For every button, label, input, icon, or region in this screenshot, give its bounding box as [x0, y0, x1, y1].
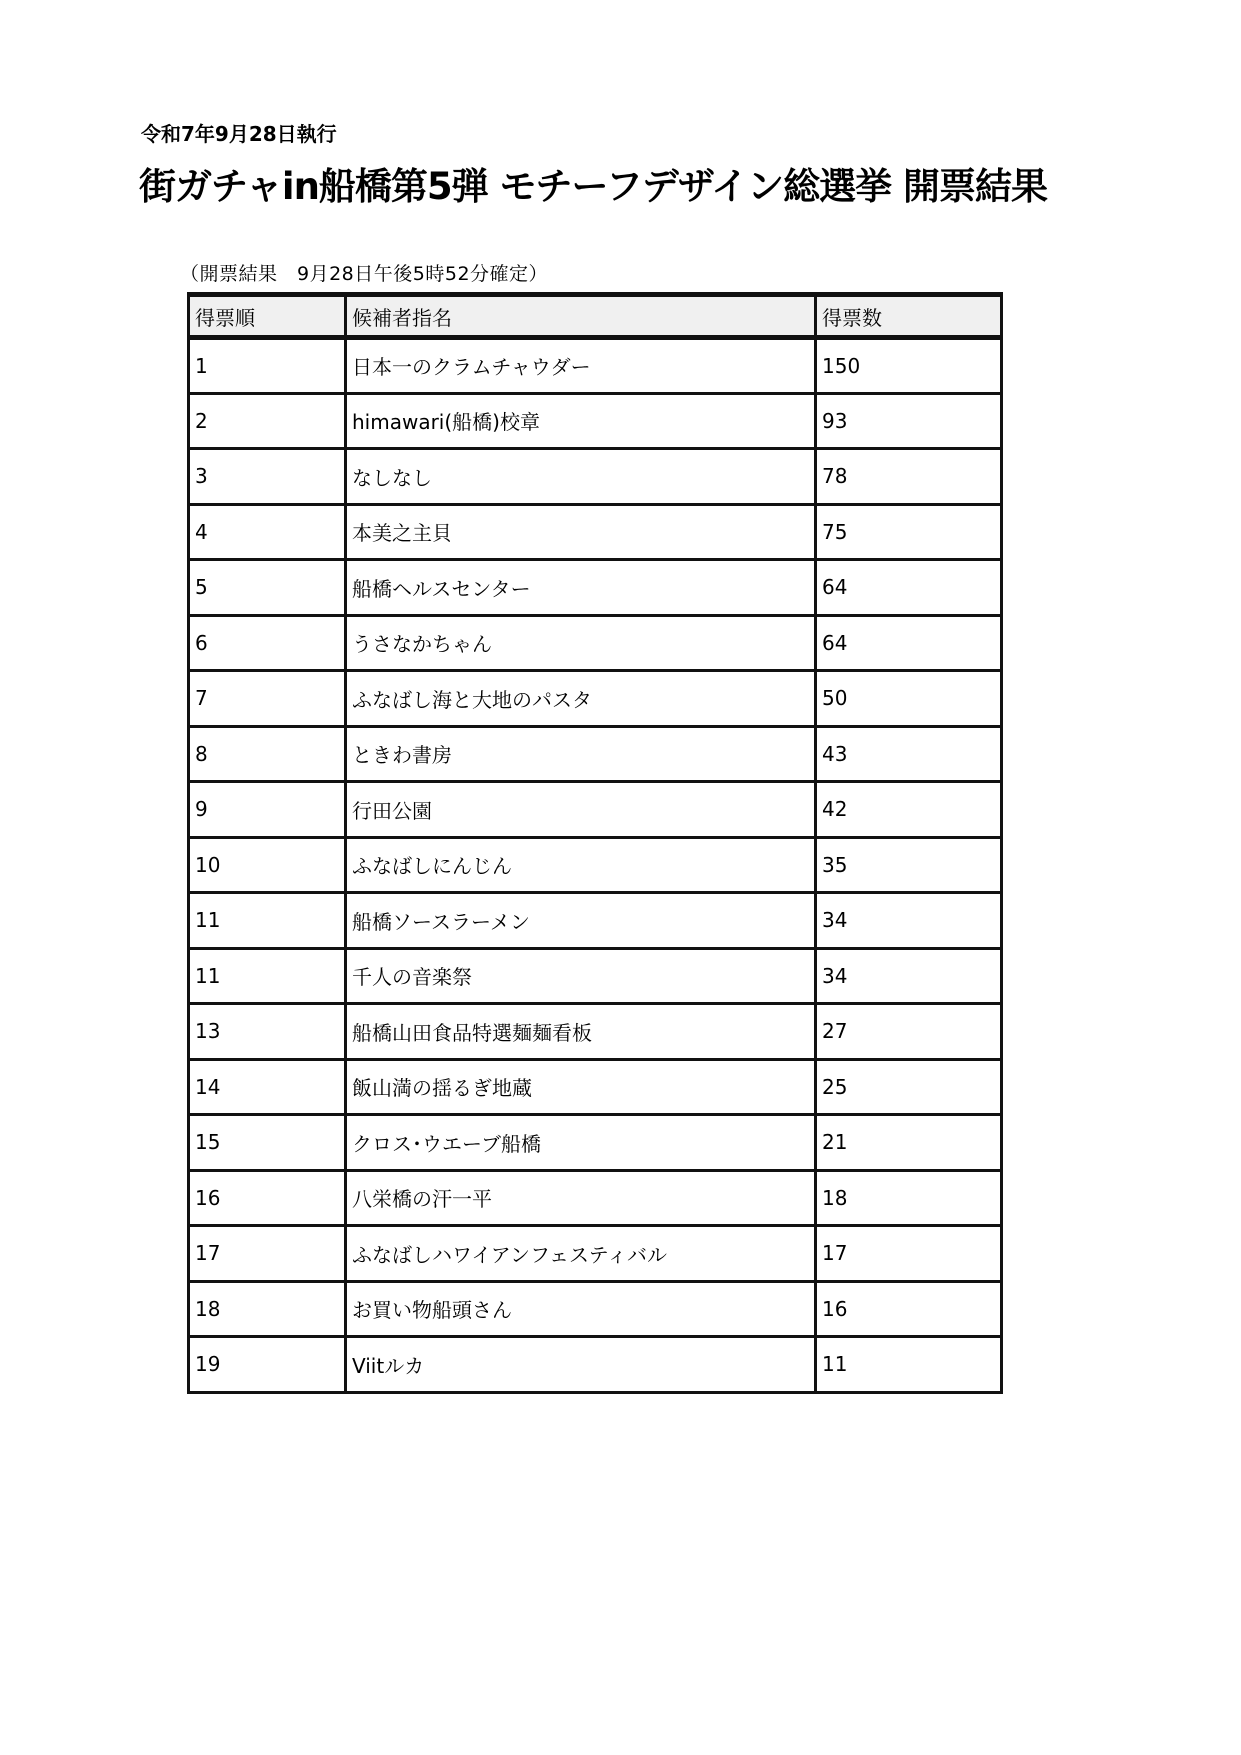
- results-confirmed-note: （開票結果 9月28日午後5時52分確定）: [180, 263, 549, 285]
- table-row: [189, 726, 1002, 782]
- rank-cell: 9: [189, 782, 346, 838]
- header-rank: 得票順: [189, 295, 346, 338]
- table-row: [189, 1170, 1002, 1226]
- votes-cell: 17: [816, 1226, 1002, 1282]
- candidate-name-cell: 船橋ソースラーメン: [346, 893, 816, 949]
- rank-cell: 2: [189, 393, 346, 449]
- votes-cell: 75: [816, 504, 1002, 560]
- candidate-name-cell: クロス･ウエーブ船橋: [346, 1115, 816, 1171]
- candidate-name-cell: ふなばしにんじん: [346, 837, 816, 893]
- table-header-row: [189, 295, 1002, 338]
- table-row: [189, 338, 1002, 394]
- candidate-name-cell: 船橋ヘルスセンター: [346, 560, 816, 616]
- votes-cell: 16: [816, 1281, 1002, 1337]
- candidate-name-cell: ふなばし海と大地のパスタ: [346, 671, 816, 727]
- candidate-name-cell: Viitルカ: [346, 1337, 816, 1393]
- votes-cell: 50: [816, 671, 1002, 727]
- votes-cell: 64: [816, 615, 1002, 671]
- table-row: [189, 837, 1002, 893]
- table-row: [189, 560, 1002, 616]
- candidate-name-cell: ふなばしハワイアンフェスティバル: [346, 1226, 816, 1282]
- table-row: [189, 504, 1002, 560]
- rank-cell: 4: [189, 504, 346, 560]
- header-votes: 得票数: [816, 295, 1002, 338]
- votes-cell: 150: [816, 338, 1002, 394]
- votes-cell: 43: [816, 726, 1002, 782]
- rank-cell: 14: [189, 1059, 346, 1115]
- rank-cell: 8: [189, 726, 346, 782]
- rank-cell: 10: [189, 837, 346, 893]
- rank-cell: 17: [189, 1226, 346, 1282]
- rank-cell: 18: [189, 1281, 346, 1337]
- candidate-name-cell: お買い物船頭さん: [346, 1281, 816, 1337]
- votes-cell: 27: [816, 1004, 1002, 1060]
- table-row: [189, 948, 1002, 1004]
- table-row: [189, 615, 1002, 671]
- rank-cell: 7: [189, 671, 346, 727]
- table-row: [189, 782, 1002, 838]
- rank-cell: 11: [189, 948, 346, 1004]
- rank-cell: 16: [189, 1170, 346, 1226]
- rank-cell: 6: [189, 615, 346, 671]
- table-row: [189, 671, 1002, 727]
- table-row: [189, 1004, 1002, 1060]
- table-row: [189, 893, 1002, 949]
- candidate-name-cell: 本美之主貝: [346, 504, 816, 560]
- header-candidate-name: 候補者指名: [346, 295, 816, 338]
- table-row: [189, 1059, 1002, 1115]
- rank-cell: 11: [189, 893, 346, 949]
- candidate-name-cell: 千人の音楽祭: [346, 948, 816, 1004]
- votes-cell: 34: [816, 893, 1002, 949]
- candidate-name-cell: himawari(船橋)校章: [346, 393, 816, 449]
- votes-cell: 11: [816, 1337, 1002, 1393]
- candidate-name-cell: 行田公園: [346, 782, 816, 838]
- table-row: [189, 1115, 1002, 1171]
- votes-cell: 64: [816, 560, 1002, 616]
- table-row: [189, 1226, 1002, 1282]
- candidate-name-cell: ときわ書房: [346, 726, 816, 782]
- candidate-name-cell: 船橋山田食品特選麺麺看板: [346, 1004, 816, 1060]
- table-row: [189, 1337, 1002, 1393]
- table-row: [189, 449, 1002, 505]
- votes-cell: 34: [816, 948, 1002, 1004]
- table-row: [189, 393, 1002, 449]
- rank-cell: 13: [189, 1004, 346, 1060]
- votes-cell: 25: [816, 1059, 1002, 1115]
- rank-cell: 19: [189, 1337, 346, 1393]
- votes-cell: 93: [816, 393, 1002, 449]
- votes-cell: 21: [816, 1115, 1002, 1171]
- candidate-name-cell: 日本一のクラムチャウダー: [346, 338, 816, 394]
- rank-cell: 1: [189, 338, 346, 394]
- candidate-name-cell: 飯山満の揺るぎ地蔵: [346, 1059, 816, 1115]
- table-row: [189, 1281, 1002, 1337]
- votes-cell: 42: [816, 782, 1002, 838]
- candidate-name-cell: うさなかちゃん: [346, 615, 816, 671]
- rank-cell: 15: [189, 1115, 346, 1171]
- votes-cell: 78: [816, 449, 1002, 505]
- page-title: 街ガチャin船橋第5弾 モチーフデザイン総選挙 開票結果: [139, 165, 1047, 208]
- results-table: [187, 292, 1003, 1394]
- votes-cell: 35: [816, 837, 1002, 893]
- candidate-name-cell: 八栄橋の汗一平: [346, 1170, 816, 1226]
- rank-cell: 5: [189, 560, 346, 616]
- votes-cell: 18: [816, 1170, 1002, 1226]
- rank-cell: 3: [189, 449, 346, 505]
- election-date: 令和7年9月28日執行: [141, 122, 337, 146]
- candidate-name-cell: なしなし: [346, 449, 816, 505]
